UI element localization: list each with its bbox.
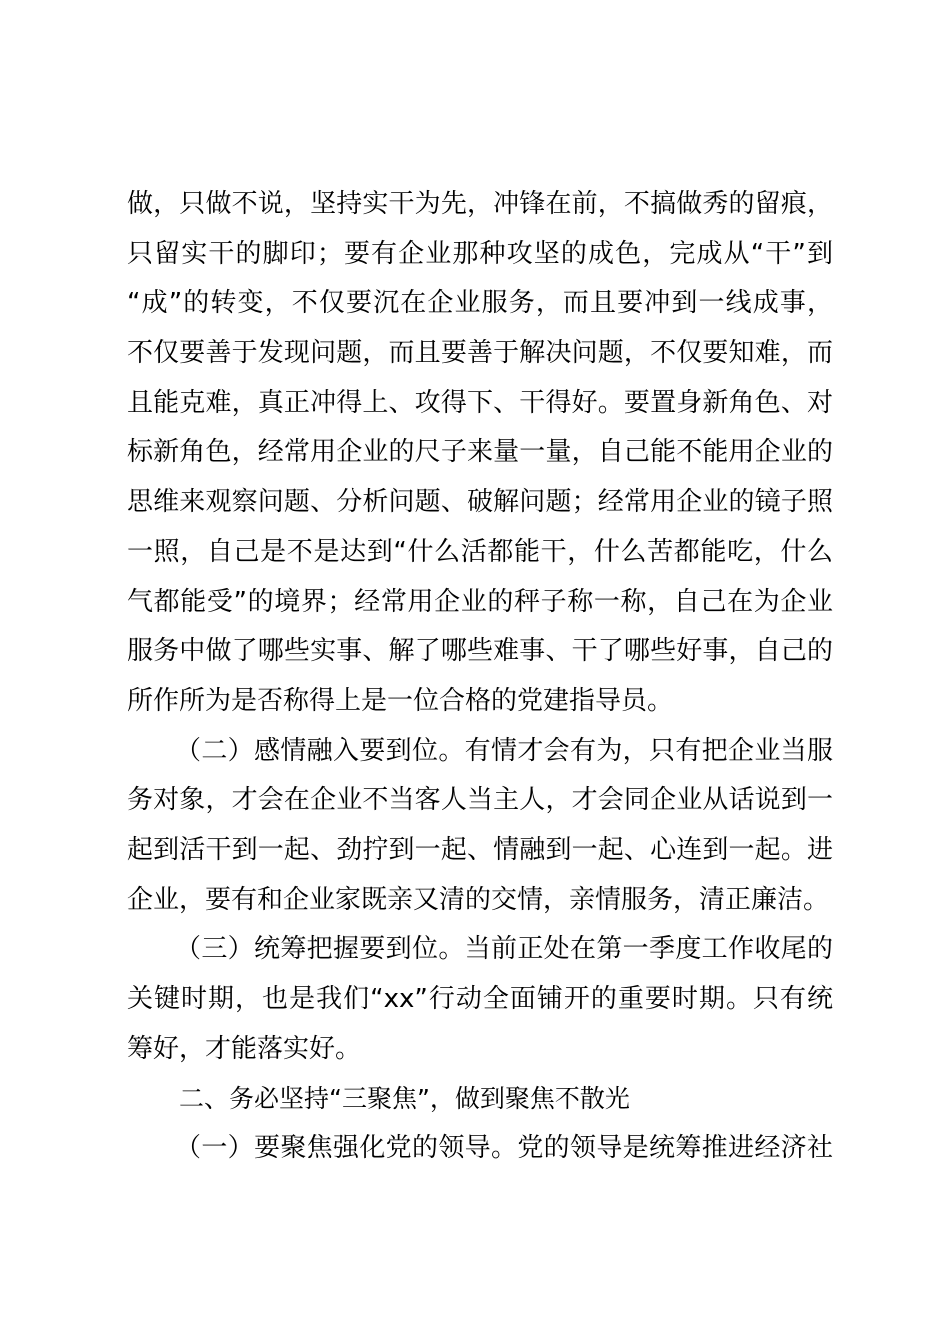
- text-line: 所作所为是否称得上是一位合格的党建指导员。: [127, 685, 674, 716]
- section-heading: 二、务必坚持“三聚焦”，做到聚焦不散光: [179, 1084, 630, 1114]
- text-line: 服务中做了哪些实事、解了哪些难事、干了哪些好事，自己的: [127, 636, 833, 667]
- text-line: 企业，要有和企业家既亲又清的交情，亲情服务，清正廉洁。: [127, 884, 830, 915]
- text-line: 做，只做不说，坚持实干为先，冲锋在前，不搞做秀的留痕，: [127, 189, 833, 219]
- text-line: 且能克难，真正冲得上、攻得下、干得好。要置身新角色、对: [127, 387, 833, 418]
- text-line: 务对象，才会在企业不当客人当主人，才会同企业从话说到一: [127, 785, 833, 816]
- text-line: 筹好，才能落实好。: [127, 1033, 362, 1064]
- text-line: 不仅要善于发现问题，而且要善于解决问题，不仅要知难，而: [127, 338, 833, 369]
- text-line: 只留实干的脚印；要有企业那种攻坚的成色，完成从“干”到: [127, 238, 833, 269]
- text-line: （三）统筹把握要到位。当前正处在第一季度工作收尾的: [175, 934, 833, 965]
- text-line: 起到活干到一起、劲拧到一起、情融到一起、心连到一起。进: [127, 834, 833, 865]
- text-line: 气都能受”的境界；经常用企业的秤子称一称，自己在为企业: [127, 586, 833, 617]
- text-line: 关键时期，也是我们“xx”行动全面铺开的重要时期。只有统: [127, 984, 833, 1014]
- text-line: 标新角色，经常用企业的尺子来量一量，自己能不能用企业的: [127, 437, 833, 468]
- text-line: 一照，自己是不是达到“什么活都能干，什么苦都能吃，什么: [127, 536, 833, 567]
- text-line: 思维来观察问题、分析问题、破解问题；经常用企业的镜子照: [127, 487, 833, 518]
- text-line: （一）要聚焦强化党的领导。党的领导是统筹推进经济社: [175, 1133, 833, 1164]
- text-line: （二）感情融入要到位。有情才会有为，只有把企业当服: [175, 735, 833, 766]
- text-line: “成”的转变，不仅要沉在企业服务，而且要冲到一线成事，: [127, 288, 833, 319]
- body-text: [127, 180, 833, 1174]
